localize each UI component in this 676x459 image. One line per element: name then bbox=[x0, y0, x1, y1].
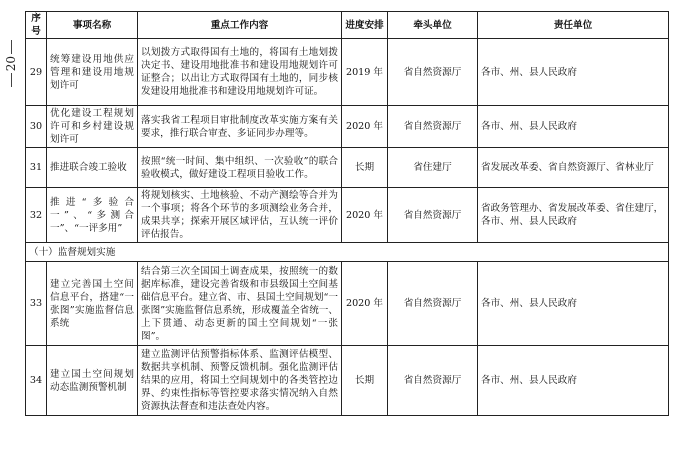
table-row bbox=[26, 262, 669, 346]
header-no: 序号 bbox=[26, 12, 47, 39]
row-lead: 省自然资源厅 bbox=[388, 106, 478, 148]
table-row bbox=[26, 148, 669, 188]
row-name: 建立国土空间规划动态监测预警机制 bbox=[47, 346, 138, 416]
row-schedule: 2020 年 bbox=[342, 106, 388, 148]
row-name: 推进联合竣工验收 bbox=[47, 148, 138, 188]
table-row bbox=[26, 346, 669, 416]
row-content: 按照“统一时间、集中组织、一次验收”的联合验收模式，做好建设工程项目验收工作。 bbox=[138, 148, 342, 188]
header-schedule: 进度安排 bbox=[342, 12, 388, 39]
row-schedule: 2019 年 bbox=[342, 39, 388, 106]
row-schedule: 长期 bbox=[342, 148, 388, 188]
row-lead: 省自然资源厅 bbox=[388, 262, 478, 346]
row-responsible: 省发展改革委、省自然资源厅、省林业厅 bbox=[478, 148, 669, 188]
row-no: 29 bbox=[26, 39, 47, 106]
row-content: 以划拨方式取得国有土地的，将国有土地划拨决定书、建设用地批准书和建设用地规划许可证整合；以出让方式取得国有土地的，同步核发建设用地批准书和建设用地规划许可证。 bbox=[138, 39, 342, 106]
row-name: 推进“多验合一”、“多测合一”、“一评多用” bbox=[47, 188, 138, 243]
row-lead: 省自然资源厅 bbox=[388, 188, 478, 243]
row-responsible: 各市、州、县人民政府 bbox=[478, 39, 669, 106]
section-row bbox=[26, 243, 669, 262]
table-row bbox=[26, 39, 669, 106]
header-lead: 牵头单位 bbox=[388, 12, 478, 39]
row-schedule: 长期 bbox=[342, 346, 388, 416]
row-no: 34 bbox=[26, 346, 47, 416]
section-title: （十）监督规划实施 bbox=[26, 243, 669, 262]
row-content: 落实我省工程项目审批制度改革实施方案有关要求，推行联合审查、多证同步办理等。 bbox=[138, 106, 342, 148]
page-number-dash-bottom bbox=[11, 73, 12, 87]
row-lead: 省自然资源厅 bbox=[388, 39, 478, 106]
header-content: 重点工作内容 bbox=[138, 12, 342, 39]
table-header-row bbox=[26, 12, 669, 39]
row-name: 统筹建设用地供应管理和建设用地规划许可 bbox=[47, 39, 138, 106]
row-schedule: 2020 年 bbox=[342, 262, 388, 346]
row-lead: 省自然资源厅 bbox=[388, 346, 478, 416]
work-plan-table bbox=[25, 11, 669, 416]
row-content: 建立监测评估预警指标体系、监测评估模型、数据共享机制、预警反馈机制。强化监测评估结果的应用，将国土空间规划中的各类管控边界、约束性指标等管控要求落实情况纳入自然资源执法督查和违法查处内容。 bbox=[138, 346, 342, 416]
row-responsible: 各市、州、县人民政府 bbox=[478, 106, 669, 148]
row-responsible: 省政务管理办、省发展改革委、省住建厅，各市、州、县人民政府 bbox=[478, 188, 669, 243]
row-responsible: 各市、州、县人民政府 bbox=[478, 262, 669, 346]
page-number-dash-top bbox=[11, 40, 12, 54]
row-content: 将规划核实、土地核验、不动产测绘等合并为一个事项；将各个环节的多项测绘业务合并，成果共享；探索开展区域评估，互认统一评价评估报告。 bbox=[138, 188, 342, 243]
row-no: 31 bbox=[26, 148, 47, 188]
header-name: 事项名称 bbox=[47, 12, 138, 39]
row-name: 建立完善国土空间信息平台，搭建“一张图”实施监督信息系统 bbox=[47, 262, 138, 346]
header-responsible: 责任单位 bbox=[478, 12, 669, 39]
row-schedule: 2020 年 bbox=[342, 188, 388, 243]
row-content: 结合第三次全国国土调查成果，按照统一的数据库标准，建设完善省级和市县级国土空间基础信息平台。建立省、市、县国土空间规划“一张图”实施监督信息系统，形成覆盖全省统一、上下贯通、动态更新的国土空间规划“一张图”。 bbox=[138, 262, 342, 346]
table-row bbox=[26, 188, 669, 243]
row-no: 32 bbox=[26, 188, 47, 243]
row-lead: 省住建厅 bbox=[388, 148, 478, 188]
table-row bbox=[26, 106, 669, 148]
row-name: 优化建设工程规划许可和乡村建设规划许可 bbox=[47, 106, 138, 148]
page-number bbox=[4, 38, 18, 89]
row-no: 30 bbox=[26, 106, 47, 148]
row-responsible: 各市、州、县人民政府 bbox=[478, 346, 669, 416]
page-number-text: 20 bbox=[4, 56, 18, 72]
row-no: 33 bbox=[26, 262, 47, 346]
